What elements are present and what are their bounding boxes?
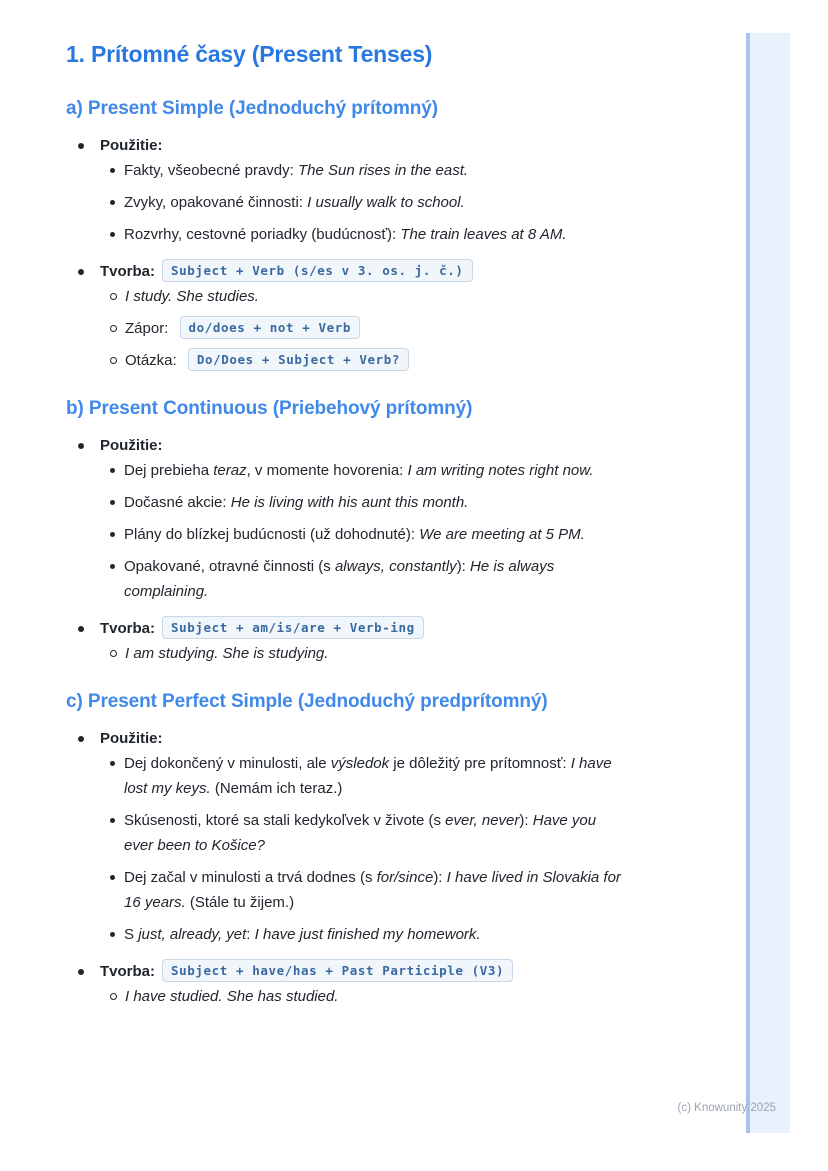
text-segment: We are meeting at 5 PM. — [419, 526, 585, 543]
usage-item-text — [124, 490, 468, 515]
text-segment: I usually walk to school. — [307, 194, 465, 211]
usage-item-text — [124, 922, 481, 947]
formation-label: Tvorba: — [100, 263, 156, 280]
usage-list — [66, 458, 714, 604]
circle-bullet-icon — [110, 293, 117, 300]
text-segment: , v momente hovorenia: — [246, 462, 408, 479]
code-chip: do/does + not + Verb — [180, 316, 361, 339]
text-segment: Dočasné akcie: — [124, 494, 231, 511]
text-segment: Zápor: — [125, 320, 173, 337]
formation-example — [110, 316, 714, 341]
text-segment: always, constantly — [334, 558, 457, 575]
usage-item — [110, 522, 714, 547]
text-segment: The Sun rises in the east. — [297, 162, 469, 179]
formation-code-chip: Subject + am/is/are + Verb-ing — [162, 616, 424, 639]
text-segment: Opakované, otravné činnosti (s — [124, 558, 335, 575]
text-segment: Skúsenosti, ktoré sa stali kedykoľvek v živote (s — [124, 812, 446, 829]
bullet-icon — [110, 168, 115, 173]
code-chip: Do/Does + Subject + Verb? — [188, 348, 409, 371]
text-segment: He is living with his aunt this month. — [230, 494, 469, 511]
sections-container — [66, 97, 714, 1009]
formation-examples — [66, 284, 714, 373]
usage-label-item — [66, 433, 714, 458]
bullet-icon — [78, 143, 84, 149]
page-edge-strip — [746, 33, 790, 1133]
usage-item-text — [124, 751, 629, 801]
formation-example — [110, 984, 714, 1009]
usage-item-text — [124, 808, 629, 858]
text-segment: teraz — [213, 462, 247, 479]
bullet-icon — [78, 626, 84, 632]
page-edge-divider — [746, 33, 750, 1133]
text-segment: I study. She studies. — [125, 288, 259, 305]
bullet-icon — [110, 468, 115, 473]
bullet-icon — [110, 932, 115, 937]
circle-bullet-icon — [110, 325, 117, 332]
formation-label-item — [66, 259, 714, 284]
usage-item-text — [124, 222, 567, 247]
example-text — [125, 284, 259, 309]
text-segment: Rozvrhy, cestovné poriadky (budúcnosť): — [124, 226, 401, 243]
text-segment: just, already, yet — [138, 926, 247, 943]
usage-label: Použitie: — [100, 730, 163, 747]
section-heading: a) Present Simple (Jednoduchý prítomný) — [66, 98, 438, 119]
copyright-text: (c) Knowunity 2025 — [677, 1102, 776, 1114]
text-segment: The train leaves at 8 AM. — [400, 226, 567, 243]
usage-item — [110, 865, 714, 915]
text-segment: (Stále tu žijem.) — [185, 894, 295, 911]
bullet-icon — [110, 232, 115, 237]
text-segment: ever, never — [445, 812, 520, 829]
text-segment: Dej prebieha — [124, 462, 214, 479]
formation-examples — [66, 984, 714, 1009]
usage-item — [110, 751, 714, 801]
usage-list — [66, 158, 714, 247]
text-segment: Plány do blízkej budúcnosti (už dohodnuté): — [124, 526, 420, 543]
text-segment: I am studying. She is studying. — [125, 645, 329, 662]
formation-example — [110, 284, 714, 309]
usage-item — [110, 222, 714, 247]
usage-item — [110, 458, 714, 483]
text-segment: I have just finished my homework. — [254, 926, 481, 943]
text-segment: ): — [433, 869, 447, 886]
usage-item — [110, 190, 714, 215]
text-segment: I have lived in Slovakia for 16 years. — [124, 869, 621, 911]
formation-example — [110, 641, 714, 666]
formation-label-item — [66, 959, 714, 984]
section-heading: c) Present Perfect Simple (Jednoduchý predprítomný) — [66, 691, 548, 712]
example-text — [125, 316, 360, 341]
section-heading: b) Present Continuous (Priebehový prítomný) — [66, 398, 473, 419]
text-segment: Have you ever been to Košice? — [124, 812, 597, 854]
usage-item — [110, 922, 714, 947]
bullet-icon — [110, 564, 115, 569]
text-segment: I have lost my keys. — [124, 755, 612, 797]
text-segment: je dôležitý pre prítomnosť: — [389, 755, 571, 772]
bullet-icon — [78, 969, 84, 975]
text-segment: Zvyky, opakované činnosti: — [124, 194, 308, 211]
text-segment: I have studied. She has studied. — [125, 988, 339, 1005]
bullet-icon — [110, 818, 115, 823]
formation-label: Tvorba: — [100, 963, 156, 980]
formation-examples — [66, 641, 714, 666]
text-segment: Otázka: — [125, 352, 181, 369]
text-segment: I am writing notes right now. — [407, 462, 594, 479]
text-segment: S — [124, 926, 139, 943]
example-text — [125, 641, 328, 666]
usage-item-text — [124, 865, 629, 915]
formation-code-chip: Subject + Verb (s/es v 3. os. j. č.) — [162, 259, 473, 282]
usage-label-item — [66, 133, 714, 158]
bullet-icon — [110, 200, 115, 205]
usage-item-text — [124, 554, 629, 604]
document-page — [66, 40, 714, 1016]
section-a — [66, 97, 714, 373]
circle-bullet-icon — [110, 650, 117, 657]
formation-label: Tvorba: — [100, 620, 156, 637]
text-segment: for/since — [376, 869, 434, 886]
usage-item-text — [124, 190, 465, 215]
text-segment: výsledok — [330, 755, 390, 772]
usage-item — [110, 490, 714, 515]
example-text — [125, 348, 409, 373]
usage-item — [110, 158, 714, 183]
page-title: 1. Prítomné časy (Present Tenses) — [66, 41, 433, 67]
usage-label: Použitie: — [100, 437, 163, 454]
usage-item-text — [124, 458, 593, 483]
bullet-icon — [78, 269, 84, 275]
text-segment: ): — [456, 558, 471, 575]
usage-item — [110, 554, 714, 604]
text-segment: ): — [519, 812, 533, 829]
bullet-icon — [110, 761, 115, 766]
usage-label-item — [66, 726, 714, 751]
bullet-icon — [110, 875, 115, 880]
example-text — [125, 984, 338, 1009]
bullet-icon — [110, 532, 115, 537]
circle-bullet-icon — [110, 993, 117, 1000]
circle-bullet-icon — [110, 357, 117, 364]
usage-label: Použitie: — [100, 137, 163, 154]
usage-item-text — [124, 522, 585, 547]
section-c — [66, 690, 714, 1009]
formation-label-item — [66, 616, 714, 641]
bullet-icon — [78, 736, 84, 742]
text-segment: : — [246, 926, 255, 943]
usage-item — [110, 808, 714, 858]
text-segment: (Nemám ich teraz.) — [210, 780, 343, 797]
section-b — [66, 397, 714, 666]
usage-item-text — [124, 158, 468, 183]
formation-code-chip: Subject + have/has + Past Participle (V3) — [162, 959, 513, 982]
text-segment: Fakty, všeobecné pravdy: — [124, 162, 298, 179]
text-segment: Dej dokončený v minulosti, ale — [124, 755, 331, 772]
bullet-icon — [78, 443, 84, 449]
usage-list — [66, 751, 714, 947]
formation-example — [110, 348, 714, 373]
bullet-icon — [110, 500, 115, 505]
text-segment: Dej začal v minulosti a trvá dodnes (s — [124, 869, 377, 886]
text-segment: He is always complaining. — [124, 558, 555, 600]
